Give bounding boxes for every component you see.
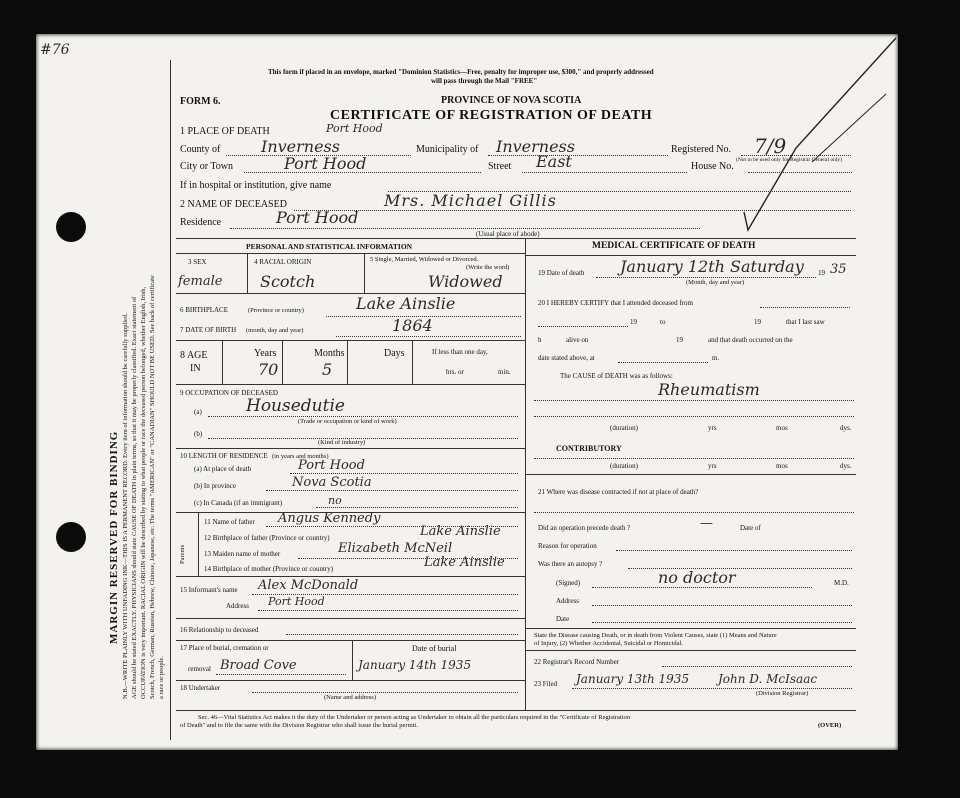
date-m: m. bbox=[712, 354, 720, 362]
municipality-value: Inverness bbox=[496, 137, 575, 156]
years-value: 70 bbox=[258, 360, 279, 379]
medical-heading-rule bbox=[525, 255, 856, 256]
residence-label: Residence bbox=[180, 217, 222, 228]
cause-line-1 bbox=[534, 400, 854, 401]
age-label-1: 8 AGE bbox=[180, 350, 208, 361]
filed-value: January 13th 1935 bbox=[576, 672, 690, 686]
alive-19: 19 bbox=[676, 336, 683, 344]
registered-no-value: 7/9 bbox=[754, 134, 787, 158]
residence-a-label: (a) At place of death bbox=[194, 465, 252, 473]
name-of-deceased-value: Mrs. Michael Gillis bbox=[384, 191, 557, 210]
personal-heading-rule bbox=[176, 253, 525, 254]
years-label: Years bbox=[254, 348, 277, 359]
md-label: M.D. bbox=[834, 579, 849, 587]
informant-address-label: Address bbox=[226, 602, 249, 610]
cause-line-2 bbox=[534, 416, 854, 417]
contrib-mos: mos bbox=[776, 462, 788, 470]
residence-b-value: Nova Scotia bbox=[292, 475, 372, 490]
residence-value: Port Hood bbox=[276, 208, 359, 227]
burial-date-value: January 14th 1935 bbox=[358, 658, 472, 672]
racial-divider bbox=[364, 253, 365, 293]
dob-value: 1864 bbox=[392, 316, 433, 335]
hospital-label: If in hospital or institution, give name bbox=[180, 180, 332, 191]
certify-to: to bbox=[660, 318, 666, 326]
certify-line bbox=[760, 307, 850, 308]
doctor-date-label: Date bbox=[556, 615, 570, 623]
sex-value: female bbox=[178, 274, 223, 289]
relationship-label: 16 Relationship to deceased bbox=[180, 626, 259, 634]
age-divider-1 bbox=[222, 340, 223, 384]
filed-label: 23 Filed bbox=[534, 680, 558, 688]
operation-value: — bbox=[700, 516, 713, 531]
contrib-dys: dys. bbox=[840, 462, 852, 470]
father-label: 11 Name of father bbox=[204, 518, 255, 526]
residence-a-value: Port Hood bbox=[298, 458, 365, 473]
informant-value: Alex McDonald bbox=[258, 578, 359, 593]
operation-date-label: Date of bbox=[740, 524, 761, 532]
rule-contributory bbox=[525, 474, 856, 475]
cause-dys: dys. bbox=[840, 424, 852, 432]
alive-h: h bbox=[538, 336, 542, 344]
age-label-2: IN bbox=[190, 363, 201, 374]
death-year-prefix: 19 bbox=[818, 269, 825, 277]
county-label: County of bbox=[180, 144, 221, 155]
contributory-label: CONTRIBUTORY bbox=[556, 444, 622, 453]
burial-line bbox=[216, 674, 346, 675]
father-birthplace-label: 12 Birthplace of father (Province or country) bbox=[204, 534, 330, 542]
margin-note-3: OCCUPATION is very important. RACIAL ORIGIN will be described by stating to what people or race the deceased person belonged, whether English, Irish, bbox=[140, 286, 147, 699]
death-date-note: (Month, day and year) bbox=[686, 279, 745, 286]
filed-line bbox=[572, 688, 852, 689]
footer-line-2: of Death" and to file the same with the Division Registrar who shall issue the burial permit. bbox=[180, 722, 418, 729]
dob-note: (month, day and year) bbox=[246, 327, 304, 334]
rule-row-3 bbox=[176, 293, 525, 294]
parents-divider bbox=[198, 512, 199, 576]
occupation-a-line bbox=[208, 416, 518, 417]
cause-yrs: yrs bbox=[708, 424, 717, 432]
occupation-b-note: (Kind of industry) bbox=[318, 439, 366, 446]
margin-note-2: AGE should be stated EXACTLY. PHYSICIANS should state CAUSE OF DEATH in plain terms, so that it may be properly classified. Exact statement of bbox=[131, 296, 138, 699]
months-label: Months bbox=[314, 348, 345, 359]
marital-note: (Write the word) bbox=[466, 264, 510, 271]
certify-19b: 19 bbox=[754, 318, 761, 326]
occupation-a-value: Housedutie bbox=[246, 396, 345, 416]
autopsy-label: Was there an autopsy ? bbox=[538, 560, 603, 568]
months-value: 5 bbox=[322, 360, 333, 379]
state-note-2: of Injury, (2) Whether Accidental, Suicidal or Homicidal. bbox=[534, 640, 683, 647]
residence-c-label: (c) In Canada (if an immigrant) bbox=[194, 499, 283, 507]
rule-row-9 bbox=[176, 448, 525, 449]
min-label: min. bbox=[498, 368, 511, 376]
mother-birthplace-label: 14 Birthplace of mother (Province or country) bbox=[204, 565, 334, 573]
sex-divider bbox=[247, 253, 248, 293]
binding-label: MARGIN RESERVED FOR BINDING bbox=[108, 430, 120, 644]
occupation-label: 9 OCCUPATION OF DECEASED bbox=[180, 389, 278, 397]
contributory-line bbox=[534, 458, 854, 459]
undertaker-label: 18 Undertaker bbox=[180, 684, 221, 692]
signed-line bbox=[592, 587, 812, 588]
death-date-line bbox=[596, 277, 816, 278]
residence-length-note: (in years and months) bbox=[272, 453, 329, 460]
age-divider-2 bbox=[282, 340, 283, 384]
registered-no-label: Registered No. bbox=[671, 144, 731, 155]
residence-b-line bbox=[266, 490, 518, 491]
municipality-label: Municipality of bbox=[416, 144, 479, 155]
undertaker-note: (Name and address) bbox=[324, 694, 376, 701]
city-value: Port Hood bbox=[284, 154, 367, 173]
q21-label: 21 Where was disease contracted if not at place of death? bbox=[538, 488, 699, 496]
rule-informant bbox=[176, 618, 525, 619]
rule-signed bbox=[525, 628, 856, 629]
occupation-a: (a) bbox=[194, 408, 202, 416]
death-year-value: 35 bbox=[830, 262, 847, 277]
doctor-address-line-2 bbox=[592, 622, 852, 623]
rule-row-8 bbox=[176, 384, 525, 385]
operation-label: Did an operation precede death ? bbox=[538, 524, 631, 532]
certificate-title: CERTIFICATE OF REGISTRATION OF DEATH bbox=[330, 108, 653, 123]
registrar-record-line bbox=[662, 666, 852, 667]
rule-parents bbox=[176, 576, 525, 577]
footer-over: (OVER) bbox=[818, 722, 842, 729]
residence-b-label: (b) In province bbox=[194, 482, 236, 490]
certify-label: 20 I HEREBY CERTIFY that I attended deceased from bbox=[538, 299, 693, 307]
alive-on: alive on bbox=[566, 336, 589, 344]
rule-row-7 bbox=[176, 340, 525, 341]
margin-note-4: Scotch, French, German, Russian, Hebrew, Chinese, Japanese, etc. The terms "AMERICAN" or "CANADIAN" SHOULD NOT BE USED. See back of certificate bbox=[149, 275, 156, 699]
birthplace-value: Lake Ainslie bbox=[356, 294, 456, 313]
death-date-label: 19 Date of death bbox=[538, 269, 585, 277]
burial-date-label: Date of burial bbox=[412, 644, 457, 653]
footer-line-1: Sec. 46—Vital Statistics Act makes it the duty of the Undertaker or person acting as Undertaker to obtain all the particulars required in the "Certificate of Registration bbox=[198, 714, 631, 721]
division-registrar-name: John D. McIsaac bbox=[718, 672, 818, 686]
binding-margin-line bbox=[170, 60, 171, 740]
form-number: FORM 6. bbox=[180, 96, 221, 107]
certify-from-line bbox=[538, 326, 628, 327]
street-line bbox=[522, 172, 687, 173]
signed-value: no doctor bbox=[658, 568, 736, 587]
burial-divider bbox=[352, 640, 353, 680]
name-of-deceased-label: 2 NAME OF DECEASED bbox=[180, 199, 287, 210]
parents-label: Parents bbox=[179, 544, 186, 564]
place-of-death-value: Port Hood bbox=[326, 122, 383, 135]
occupation-a-note: (Trade or occupation or kind of work) bbox=[298, 418, 397, 425]
father-value: Angus Kennedy bbox=[278, 511, 381, 526]
rule-state-note bbox=[525, 650, 856, 651]
certify-last-saw: that I last saw bbox=[786, 318, 825, 326]
pen-check-mark bbox=[686, 34, 906, 254]
cause-value: Rheumatism bbox=[658, 380, 760, 399]
cause-label: The CAUSE of DEATH was as follows: bbox=[560, 372, 673, 380]
q21-line bbox=[534, 512, 854, 513]
mother-birthplace-value: Lake Ainslie bbox=[424, 555, 505, 570]
residence-a-line bbox=[290, 473, 518, 474]
days-label: Days bbox=[384, 348, 405, 359]
cause-duration-label: (duration) bbox=[610, 424, 638, 432]
death-date-value: January 12th Saturday bbox=[620, 257, 804, 276]
mother-label: 13 Maiden name of mother bbox=[204, 550, 281, 558]
informant-address-line bbox=[258, 610, 518, 611]
registered-no-note: (Not to be used only for Registrar General only) bbox=[736, 157, 842, 163]
main-frame-bottom bbox=[176, 710, 856, 711]
burial-label-1: 17 Place of burial, cremation or bbox=[180, 644, 269, 652]
father-birthplace-value: Lake Ainslie bbox=[420, 524, 501, 539]
date-stated: date stated above, at bbox=[538, 354, 595, 362]
racial-origin-value: Scotch bbox=[260, 272, 316, 291]
rule-relationship bbox=[176, 640, 525, 641]
residence-length-label: 10 LENGTH OF RESIDENCE bbox=[180, 452, 268, 460]
reason-label: Reason for operation bbox=[538, 542, 597, 550]
hrs-label: hrs. or bbox=[446, 368, 464, 376]
dob-label: 7 DATE OF BIRTH bbox=[180, 326, 237, 334]
occupation-b: (b) bbox=[194, 430, 203, 438]
rule-burial bbox=[176, 680, 525, 681]
residence-c-value: no bbox=[328, 494, 342, 507]
marital-value: Widowed bbox=[428, 272, 503, 291]
sex-label: 3 SEX bbox=[188, 258, 207, 266]
undertaker-line bbox=[252, 692, 518, 693]
margin-note-1: N.B.—WRITE PLAINLY WITH UNFADING INK—THIS IS A PERMANENT RECORD. Every item of information should be carefully supplied. bbox=[122, 313, 129, 699]
alive-and: and that death occurred on the bbox=[708, 336, 793, 344]
city-label: City or Town bbox=[180, 161, 234, 172]
informant-address-value: Port Hood bbox=[268, 595, 325, 608]
burial-value: Broad Cove bbox=[220, 658, 297, 673]
informant-label: 15 Informant's name bbox=[180, 586, 238, 594]
age-divider-4 bbox=[412, 340, 413, 384]
marital-label: 5 Single, Married, Widowed or Divorced. bbox=[370, 256, 479, 263]
personal-heading: PERSONAL AND STATISTICAL INFORMATION bbox=[246, 242, 413, 251]
registrar-record-label: 22 Registrar's Record Number bbox=[534, 658, 620, 666]
street-value: East bbox=[536, 152, 572, 171]
doctor-address-line bbox=[592, 605, 852, 606]
contrib-duration-label: (duration) bbox=[610, 462, 638, 470]
punch-hole-bottom bbox=[56, 522, 86, 552]
state-note-1: State the Disease causing Death, or in death from Violent Causes, state (1) Means and Nature bbox=[534, 632, 777, 639]
birthplace-label: 6 BIRTHPLACE bbox=[180, 306, 228, 314]
age-divider-3 bbox=[347, 340, 348, 384]
house-no-label: House No. bbox=[691, 161, 734, 172]
residence-c-line bbox=[316, 507, 518, 508]
punch-hole-top bbox=[56, 212, 86, 242]
abode-note: (Usual place of abode) bbox=[476, 230, 540, 238]
birthplace-note: (Province or country) bbox=[248, 307, 304, 314]
corner-mark: #76 bbox=[40, 42, 70, 58]
certify-19a: 19 bbox=[630, 318, 637, 326]
division-registrar-note: (Division Registrar) bbox=[756, 690, 809, 697]
reason-line bbox=[616, 550, 852, 551]
burial-label-2: removal bbox=[188, 665, 211, 673]
residence-line bbox=[230, 228, 700, 229]
medical-heading: MEDICAL CERTIFICATE OF DEATH bbox=[592, 241, 756, 251]
less-than-day-label: If less than one day, bbox=[432, 348, 488, 356]
signed-label: (Signed) bbox=[556, 579, 581, 587]
margin-note-5: a race or people. bbox=[158, 656, 165, 699]
contrib-yrs: yrs bbox=[708, 462, 717, 470]
province-heading: PROVINCE OF NOVA SCOTIA bbox=[441, 95, 582, 106]
dob-line bbox=[336, 336, 521, 337]
doctor-address-label: Address bbox=[556, 597, 579, 605]
county-value: Inverness bbox=[261, 137, 340, 156]
place-of-death-label: 1 PLACE OF DEATH bbox=[180, 126, 270, 137]
envelope-note-2: will pass through the Mail "FREE" bbox=[431, 77, 538, 85]
street-label: Street bbox=[488, 161, 512, 172]
death-certificate bbox=[36, 34, 898, 750]
racial-origin-label: 4 RACIAL ORIGIN bbox=[254, 258, 312, 266]
cause-mos: mos bbox=[776, 424, 788, 432]
relationship-line bbox=[286, 634, 518, 635]
date-stated-line bbox=[618, 362, 708, 363]
envelope-note-1: This form if placed in an envelope, marked "Dominion Statistics—Free, penalty for improper use, $300," and properly addressed bbox=[268, 68, 654, 76]
mother-value: Elizabeth McNeil bbox=[338, 541, 453, 556]
